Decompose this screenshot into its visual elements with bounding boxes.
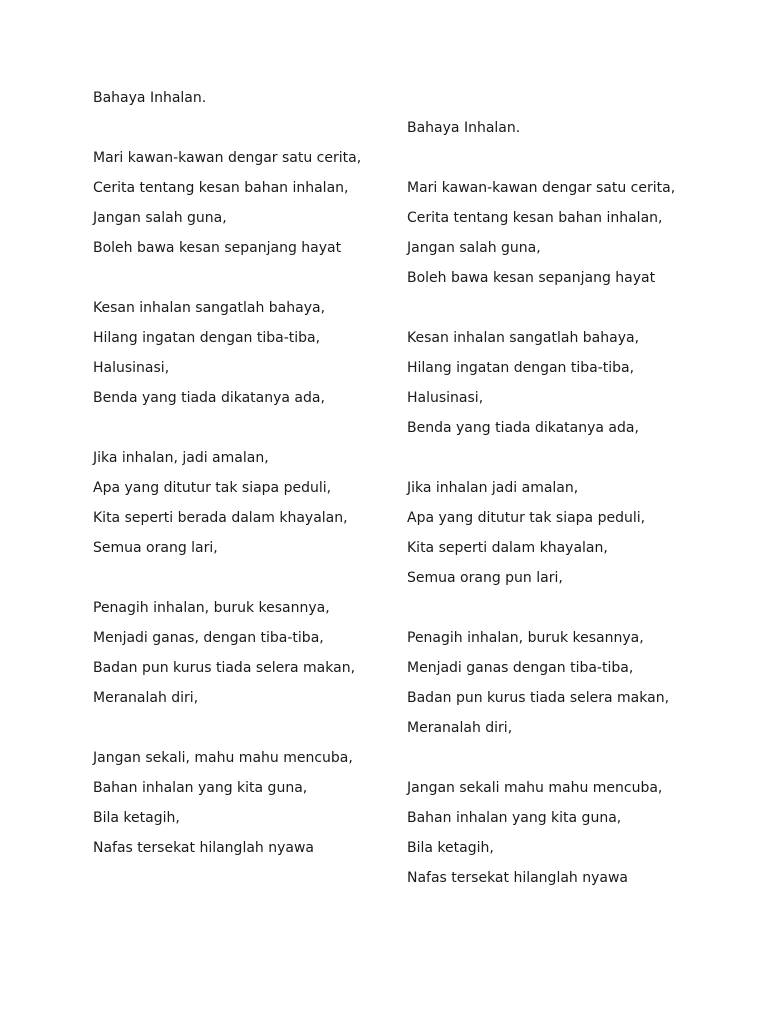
stanza: [93, 298, 363, 408]
poem-line: Mari kawan-kawan dengar satu cerita,: [407, 180, 676, 196]
poem-line: Kesan inhalan sangatlah bahaya,: [93, 300, 326, 316]
stanza: [93, 598, 363, 708]
poem-title-right: Bahaya Inhalan.: [407, 120, 521, 136]
stanza: [93, 748, 363, 858]
poem-line: Menjadi ganas, dengan tiba-tiba,: [93, 630, 324, 646]
stanza: [407, 478, 704, 588]
stanza: [407, 628, 704, 738]
poem-line: Hilang ingatan dengan tiba-tiba,: [93, 330, 321, 346]
poem-line: Badan pun kurus tiada selera makan,: [407, 690, 670, 706]
poem-line: Meranalah diri,: [93, 690, 199, 706]
poem-line: Boleh bawa kesan sepanjang hayat: [407, 270, 656, 286]
poem-line: Jika inhalan jadi amalan,: [407, 480, 579, 496]
poem-line: Nafas tersekat hilanglah nyawa: [93, 840, 314, 856]
poem-line: Nafas tersekat hilanglah nyawa: [407, 870, 628, 886]
poem-line: Penagih inhalan, buruk kesannya,: [93, 600, 330, 616]
poem-line: Bahan inhalan yang kita guna,: [407, 810, 622, 826]
poem-line: Boleh bawa kesan sepanjang hayat: [93, 240, 342, 256]
poem-line: Apa yang ditutur tak siapa peduli,: [93, 480, 332, 496]
poem-line: Semua orang pun lari,: [407, 570, 563, 586]
poem-line: Kesan inhalan sangatlah bahaya,: [407, 330, 640, 346]
stanza: [93, 148, 363, 258]
poem-line: Badan pun kurus tiada selera makan,: [93, 660, 356, 676]
poem-line: Meranalah diri,: [407, 720, 513, 736]
poem-line: Hilang ingatan dengan tiba-tiba,: [407, 360, 635, 376]
poem-line: Penagih inhalan, buruk kesannya,: [407, 630, 644, 646]
poem-line: Mari kawan-kawan dengar satu cerita,: [93, 150, 362, 166]
poem-line: Kita seperti dalam khayalan,: [407, 540, 608, 556]
poem-line: Jangan salah guna,: [407, 240, 541, 256]
poem-line: Halusinasi,: [407, 390, 484, 406]
poem-line: Cerita tentang kesan bahan inhalan,: [93, 180, 349, 196]
stanza: [407, 178, 704, 288]
poem-line: Bila ketagih,: [407, 840, 494, 856]
poem-line: Jangan sekali mahu mahu mencuba,: [407, 780, 663, 796]
poem-line: Kita seperti berada dalam khayalan,: [93, 510, 348, 526]
poem-line: Benda yang tiada dikatanya ada,: [407, 420, 639, 436]
poem-line: Jangan salah guna,: [93, 210, 227, 226]
poem-line: Benda yang tiada dikatanya ada,: [93, 390, 325, 406]
poem-line: Halusinasi,: [93, 360, 170, 376]
poem-line: Menjadi ganas dengan tiba-tiba,: [407, 660, 634, 676]
poem-line: Semua orang lari,: [93, 540, 218, 556]
stanza: [407, 328, 704, 438]
poem-line: Cerita tentang kesan bahan inhalan,: [407, 210, 663, 226]
poem-column-right: [407, 178, 704, 898]
poem-column-left: [93, 148, 363, 868]
poem-line: Jika inhalan, jadi amalan,: [93, 450, 269, 466]
stanza: [93, 448, 363, 558]
poem-line: Apa yang ditutur tak siapa peduli,: [407, 510, 646, 526]
poem-line: Bahan inhalan yang kita guna,: [93, 780, 308, 796]
stanza: [407, 778, 704, 888]
poem-line: Jangan sekali, mahu mahu mencuba,: [93, 750, 353, 766]
poem-line: Bila ketagih,: [93, 810, 180, 826]
poem-title-left: Bahaya Inhalan.: [93, 90, 207, 106]
